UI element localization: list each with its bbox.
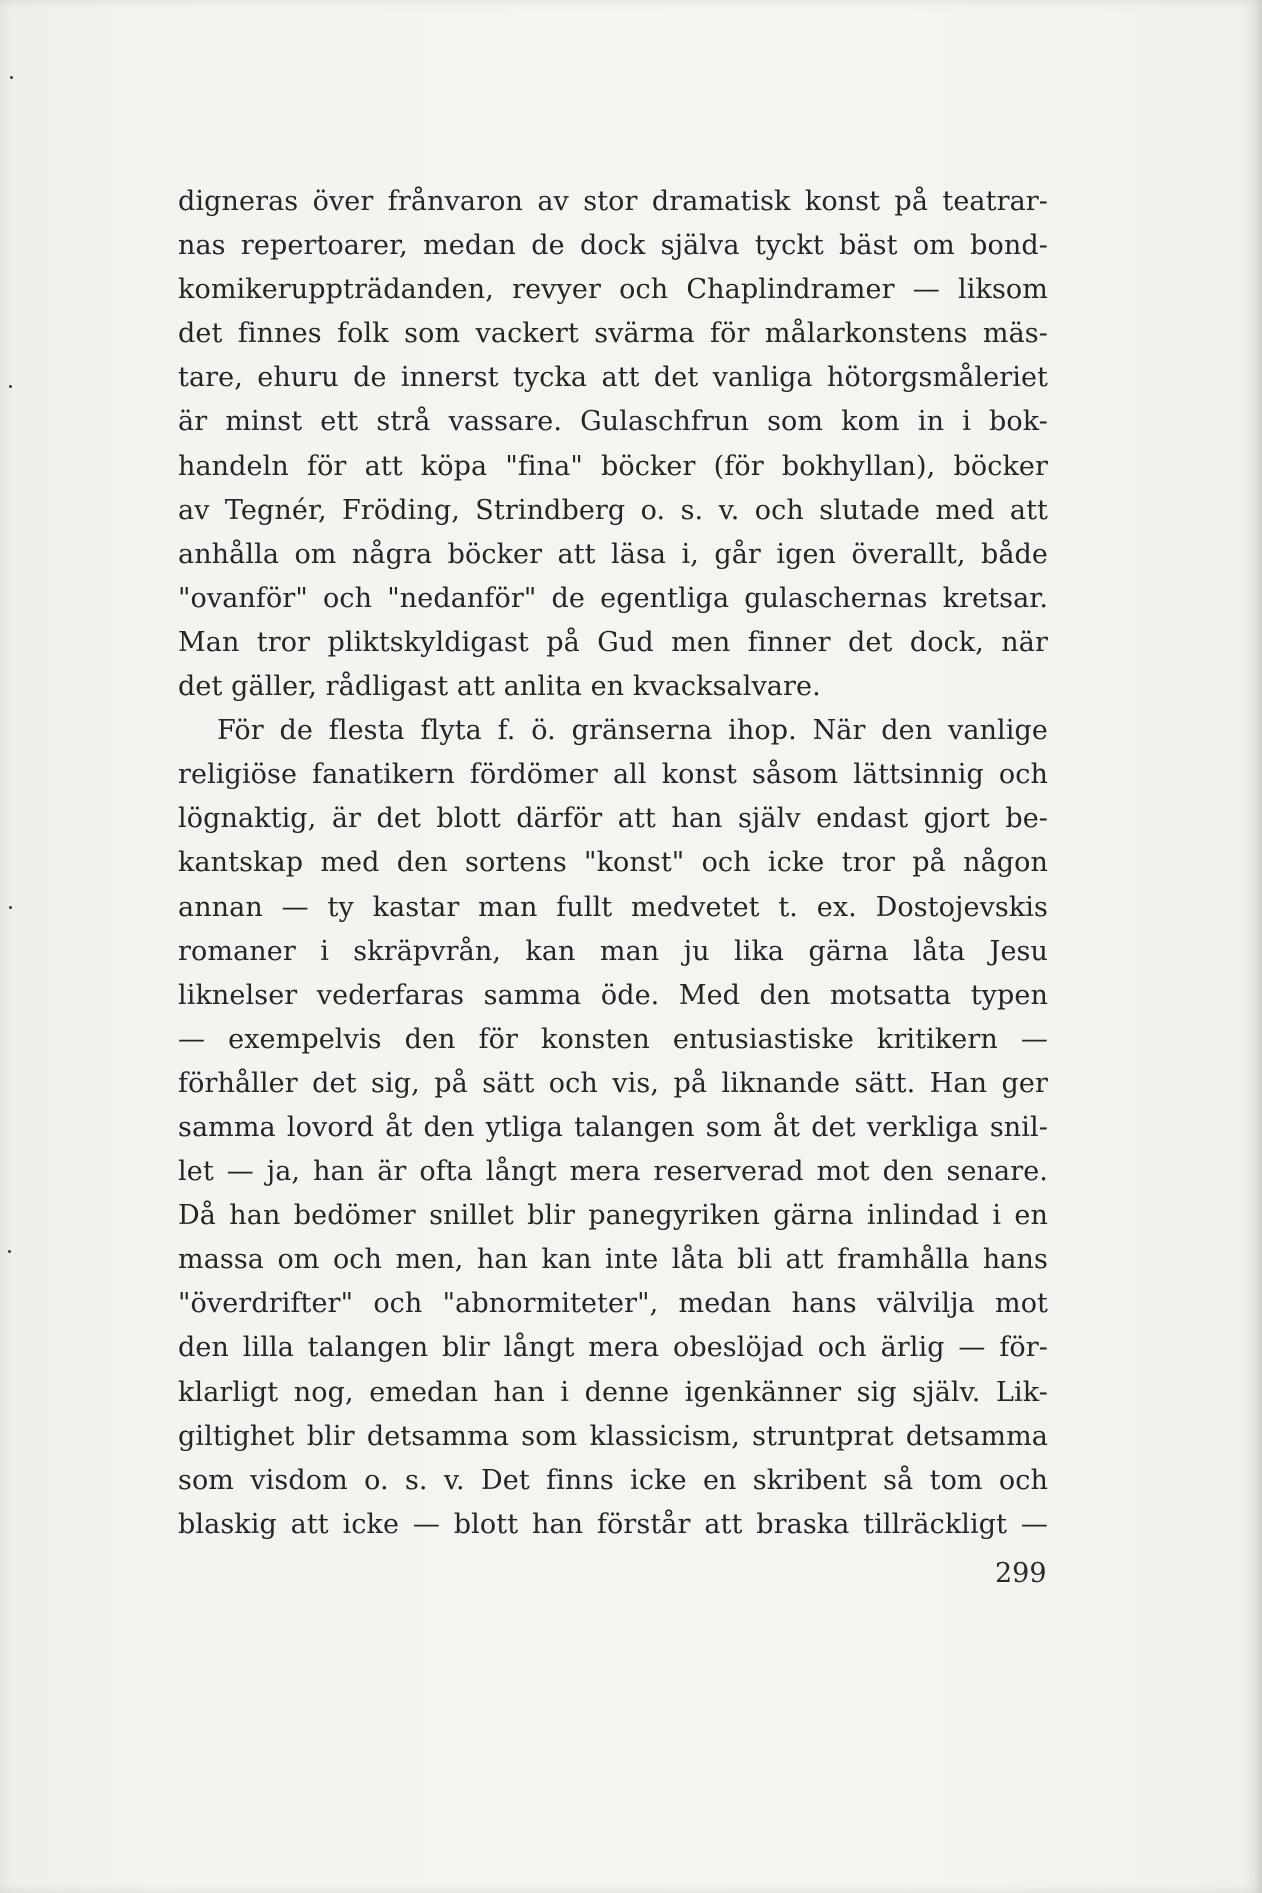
text-line: lögnaktig, är det blott därför att han själv endast gjort be-: [178, 803, 1048, 835]
page-edge-shadow: [1254, 0, 1262, 1893]
text-line: digneras över frånvaron av stor dramatisk konst på teatrar-: [178, 186, 1048, 217]
text-line: av Tegnér, Fröding, Strindberg o. s. v. och slutade med att: [178, 494, 1048, 526]
text-line: komikeruppträdanden, revyer och Chaplindramer — liksom: [178, 274, 1048, 306]
text-line: som visdom o. s. v. Det finns icke en skribent så tom och: [178, 1464, 1048, 1496]
text-line: är minst ett strå vassare. Gulaschfrun som kom in i bok-: [178, 406, 1048, 438]
text-line: handeln för att köpa "fina" böcker (för bokhyllan), böcker: [178, 450, 1048, 482]
text-line: För de flesta flyta f. ö. gränserna ihop. När den vanlige: [217, 715, 1048, 747]
text-line: romaner i skräpvrån, kan man ju lika gärna låta Jesu: [178, 935, 1048, 967]
text-line: tare, ehuru de innerst tycka att det vanliga hötorgsmåleriet: [178, 362, 1048, 394]
text-line: "ovanför" och "nedanför" de egentliga gulaschernas kretsar.: [178, 582, 1048, 614]
text-line: "överdrifter" och "abnormiteter", medan hans välvilja mot: [178, 1288, 1048, 1320]
text-line: kantskap med den sortens "konst" och icke tror på någon: [178, 847, 1048, 879]
margin-speck: [9, 906, 12, 909]
text-line: massa om och men, han kan inte låta bli att framhålla hans: [178, 1244, 1048, 1276]
text-line: liknelser vederfaras samma öde. Med den motsatta typen: [178, 979, 1048, 1011]
page-number: 299: [995, 1558, 1047, 1589]
text-line: — exempelvis den för konsten entusiastiske kritikern —: [178, 1023, 1048, 1055]
text-line: den lilla talangen blir långt mera obeslöjad och ärlig — för-: [178, 1332, 1048, 1364]
text-line: Man tror pliktskyldigast på Gud men finner det dock, när: [178, 626, 1048, 658]
text-line: annan — ty kastar man fullt medvetet t. ex. Dostojevskis: [178, 891, 1048, 923]
text-line: samma lovord åt den ytliga talangen som åt det verkliga snil-: [178, 1111, 1048, 1143]
body-text: [178, 180, 1048, 1547]
text-line: nas repertoarer, medan de dock själva tyckt bäst om bond-: [178, 230, 1048, 262]
margin-speck: [10, 76, 13, 79]
margin-speck: [9, 385, 12, 388]
margin-speck: [8, 1250, 11, 1253]
text-line: anhålla om några böcker att läsa i, går igen överallt, både: [178, 538, 1048, 570]
text-line: Då han bedömer snillet blir panegyriken gärna inlindad i en: [178, 1200, 1048, 1232]
text-line: blaskig att icke — blott han förstår att braska tillräckligt —: [178, 1508, 1048, 1540]
text-line: det finnes folk som vackert svärma för målarkonstens mäs-: [178, 318, 1048, 350]
text-line: klarligt nog, emedan han i denne igenkänner sig själv. Lik-: [178, 1376, 1048, 1408]
text-line: religiöse fanatikern fördömer all konst såsom lättsinnig och: [178, 759, 1048, 791]
text-line: giltighet blir detsamma som klassicism, struntprat detsamma: [178, 1420, 1048, 1452]
text-line: förhåller det sig, på sätt och vis, på liknande sätt. Han ger: [178, 1067, 1048, 1099]
text-line: det gäller, rådligast att anlita en kvacksalvare.: [178, 671, 821, 703]
text-line: let — ja, han är ofta långt mera reserverad mot den senare.: [178, 1156, 1048, 1188]
